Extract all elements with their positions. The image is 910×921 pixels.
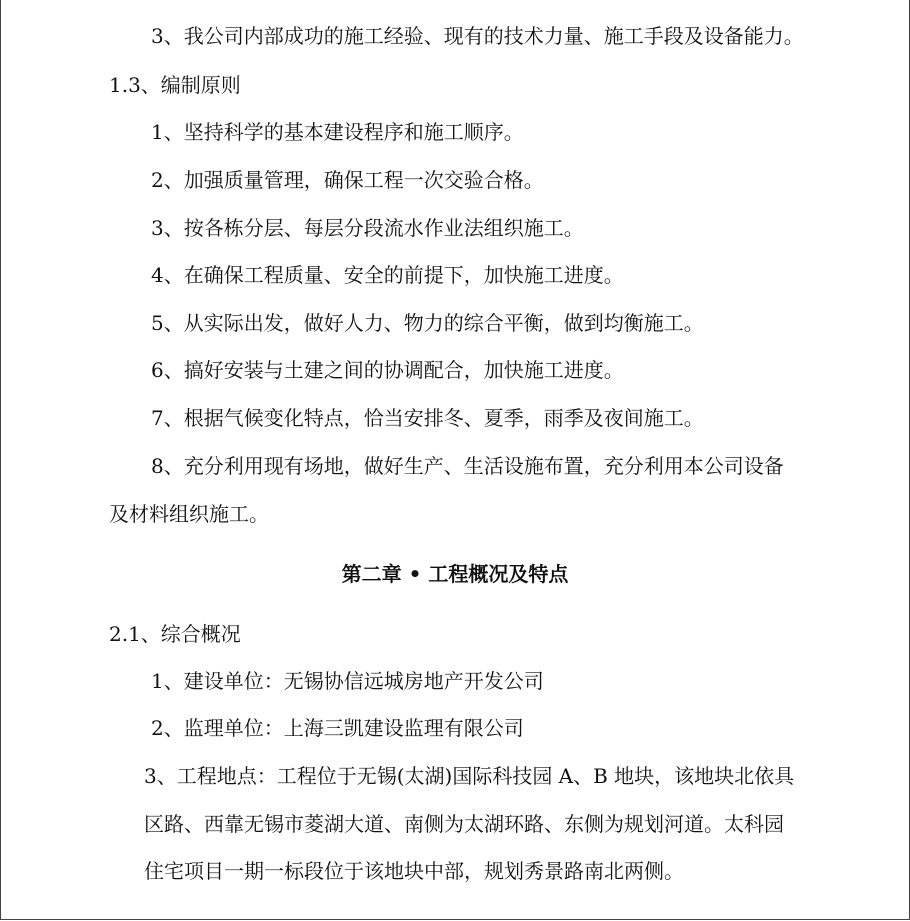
chapter-title: 第二章 • 工程概况及特点 (341, 562, 569, 586)
paragraph-line: 2、监理单位：上海三凯建设监理有限公司 (151, 716, 524, 740)
paragraph-line: 8、充分利用现有场地，做好生产、生活设施布置，充分利用本公司设备 (151, 454, 784, 478)
paragraph-line: 1、建设单位：无锡协信远城房地产开发公司 (151, 669, 544, 693)
paragraph-line: 1、坚持科学的基本建设程序和施工顺序。 (151, 120, 524, 144)
paragraph-line: 3、按各栋分层、每层分段流水作业法组织施工。 (151, 216, 584, 240)
section-heading: 1.3、编制原则 (109, 73, 241, 97)
paragraph-line: 5、从实际出发，做好人力、物力的综合平衡，做到均衡施工。 (151, 311, 704, 335)
paragraph-line: 2、加强质量管理，确保工程一次交验合格。 (151, 168, 544, 192)
paragraph-line: 及材料组织施工。 (109, 502, 269, 526)
paragraph-line: 7、根据气候变化特点，恰当安排冬、夏季，雨季及夜间施工。 (151, 406, 704, 430)
section-heading: 2.1、综合概况 (109, 622, 241, 646)
paragraph-line: 区路、西靠无锡市菱湖大道、南侧为太湖环路、东侧为规划河道。太科园 (144, 812, 784, 836)
paragraph-line: 3、工程地点：工程位于无锡(太湖)国际科技园 A、B 地块，该地块北依具 (144, 764, 795, 788)
paragraph-line: 3、我公司内部成功的施工经验、现有的技术力量、施工手段及设备能力。 (151, 24, 804, 48)
paragraph-line: 6、搞好安装与土建之间的协调配合，加快施工进度。 (151, 358, 624, 382)
paragraph-line: 住宅项目一期一标段位于该地块中部，规划秀景路南北两侧。 (144, 859, 684, 883)
paragraph-line: 4、在确保工程质量、安全的前提下，加快施工进度。 (151, 263, 624, 287)
